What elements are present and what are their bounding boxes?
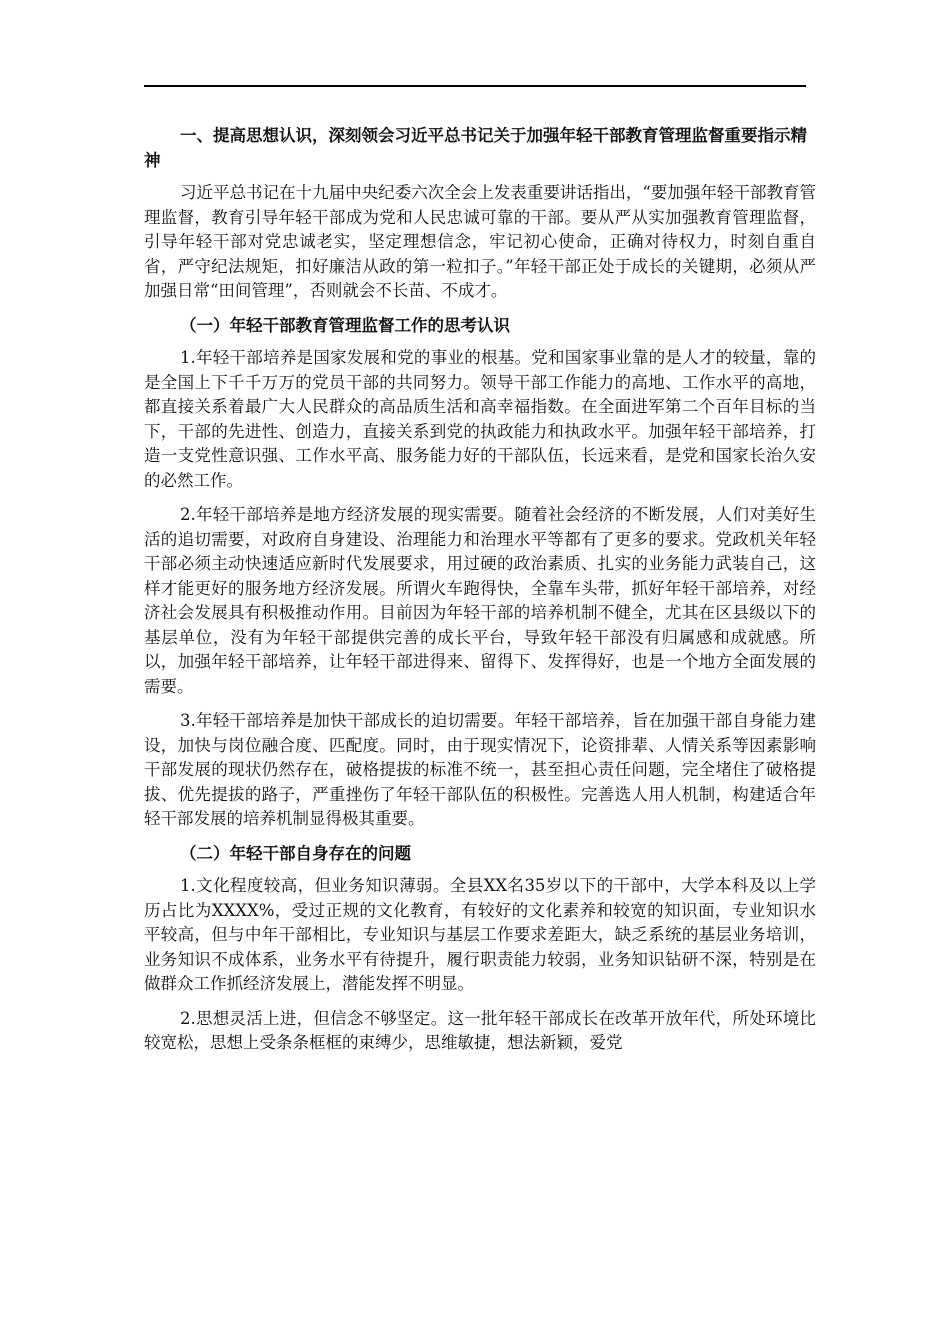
subsection-1-paragraph-3: 3.年轻干部培养是加快干部成长的迫切需要。年轻干部培养，旨在加强干部自身能力建设，加快与岗位融合度、匹配度。同时，由于现实情况下，论资排辈、人情关系等因素影响干部发展的现状仍然存在，破格提拔的标准不统一，甚至担心责任问题，完全堵住了破格提拔、优先提拔的路子，严重挫伤了年轻干部队伍的积极性。完善选人用人机制，构建适合年轻干部发展的培养机制显得极其重要。 [144, 711, 816, 828]
subsection-2-heading: （二）年轻干部自身存在的问题 [180, 843, 411, 863]
header-rule [144, 85, 806, 87]
section-heading: 一、提高思想认识，深刻领会习近平总书记关于加强年轻干部教育管理监督重要指示精神 [144, 126, 807, 170]
subsection-1-paragraph-2: 2.年轻干部培养是地方经济发展的现实需要。随着社会经济的不断发展，人们对美好生活的追切需要，对政府自身建设、治理能力和治理水平等都有了更多的要求。党政机关年轻干部必须主动快速适应新时代发展要求，用过硬的政治素质、扎实的业务能力武装自己，这样才能更好的服务地方经济发展。所谓火车跑得快，全靠车头带，抓好年轻干部培养，对经济社会发展具有积极推动作用。目前因为年轻干部的培养机制不健全，尤其在区县级以下的基层单位，没有为年轻干部提供完善的成长平台，导致年轻干部没有归属感和成就感。所以，加强年轻干部培养，让年轻干部进得来、留得下、发挥得好，也是一个地方全面发展的需要。 [144, 505, 816, 696]
subsection-2-paragraph-1: 1.文化程度较高，但业务知识薄弱。全县XX名35岁以下的干部中，大学本科及以上学历占比为XXXX%，受过正规的文化教育，有较好的文化素养和较宽的知识面，专业知识水平较高，但与中年干部相比，专业知识与基层工作要求差距大，缺乏系统的基层业务培训，业务知识不成体系，业务水平有待提升，履行职责能力较弱，业务知识钻研不深，特别是在做群众工作抓经济发展上，潜能发挥不明显。 [144, 876, 816, 993]
document-body [144, 124, 816, 1066]
subsection-1-heading: （一）年轻干部教育管理监督工作的思考认识 [180, 315, 510, 335]
intro-paragraph: 习近平总书记在十九届中央纪委六次全会上发表重要讲话指出，“要加强年轻干部教育管理监督，教育引导年轻干部成为党和人民忠诚可靠的干部。要从严从实加强教育管理监督，引导年轻干部对党忠诚老实，坚定理想信念，牢记初心使命，正确对待权力，时刻自重自省，严守纪法规矩，扣好廉洁从政的第一粒扣子。”年轻干部正处于成长的关键期，必须从严加强日常“田间管理”，否则就会不长苗、不成才。 [144, 183, 816, 300]
subsection-2-paragraph-2: 2.思想灵活上进，但信念不够坚定。这一批年轻干部成长在改革开放年代，所处环境比较宽松，思想上受条条框框的束缚少，思维敏捷，想法新颖，爱党 [144, 1008, 816, 1052]
subsection-1-paragraph-1: 1.年轻干部培养是国家发展和党的事业的根基。党和国家事业靠的是人才的较量，靠的是全国上下千千万万的党员干部的共同努力。领导干部工作能力的高地、工作水平的高地，都直接关系着最广大人民群众的高品质生活和高幸福指数。在全面进军第二个百年目标的当下，干部的先进性、创造力，直接关系到党的执政能力和执政水平。加强年轻干部培养，打造一支党性意识强、工作水平高、服务能力好的干部队伍，长远来看，是党和国家长治久安的必然工作。 [144, 348, 816, 490]
